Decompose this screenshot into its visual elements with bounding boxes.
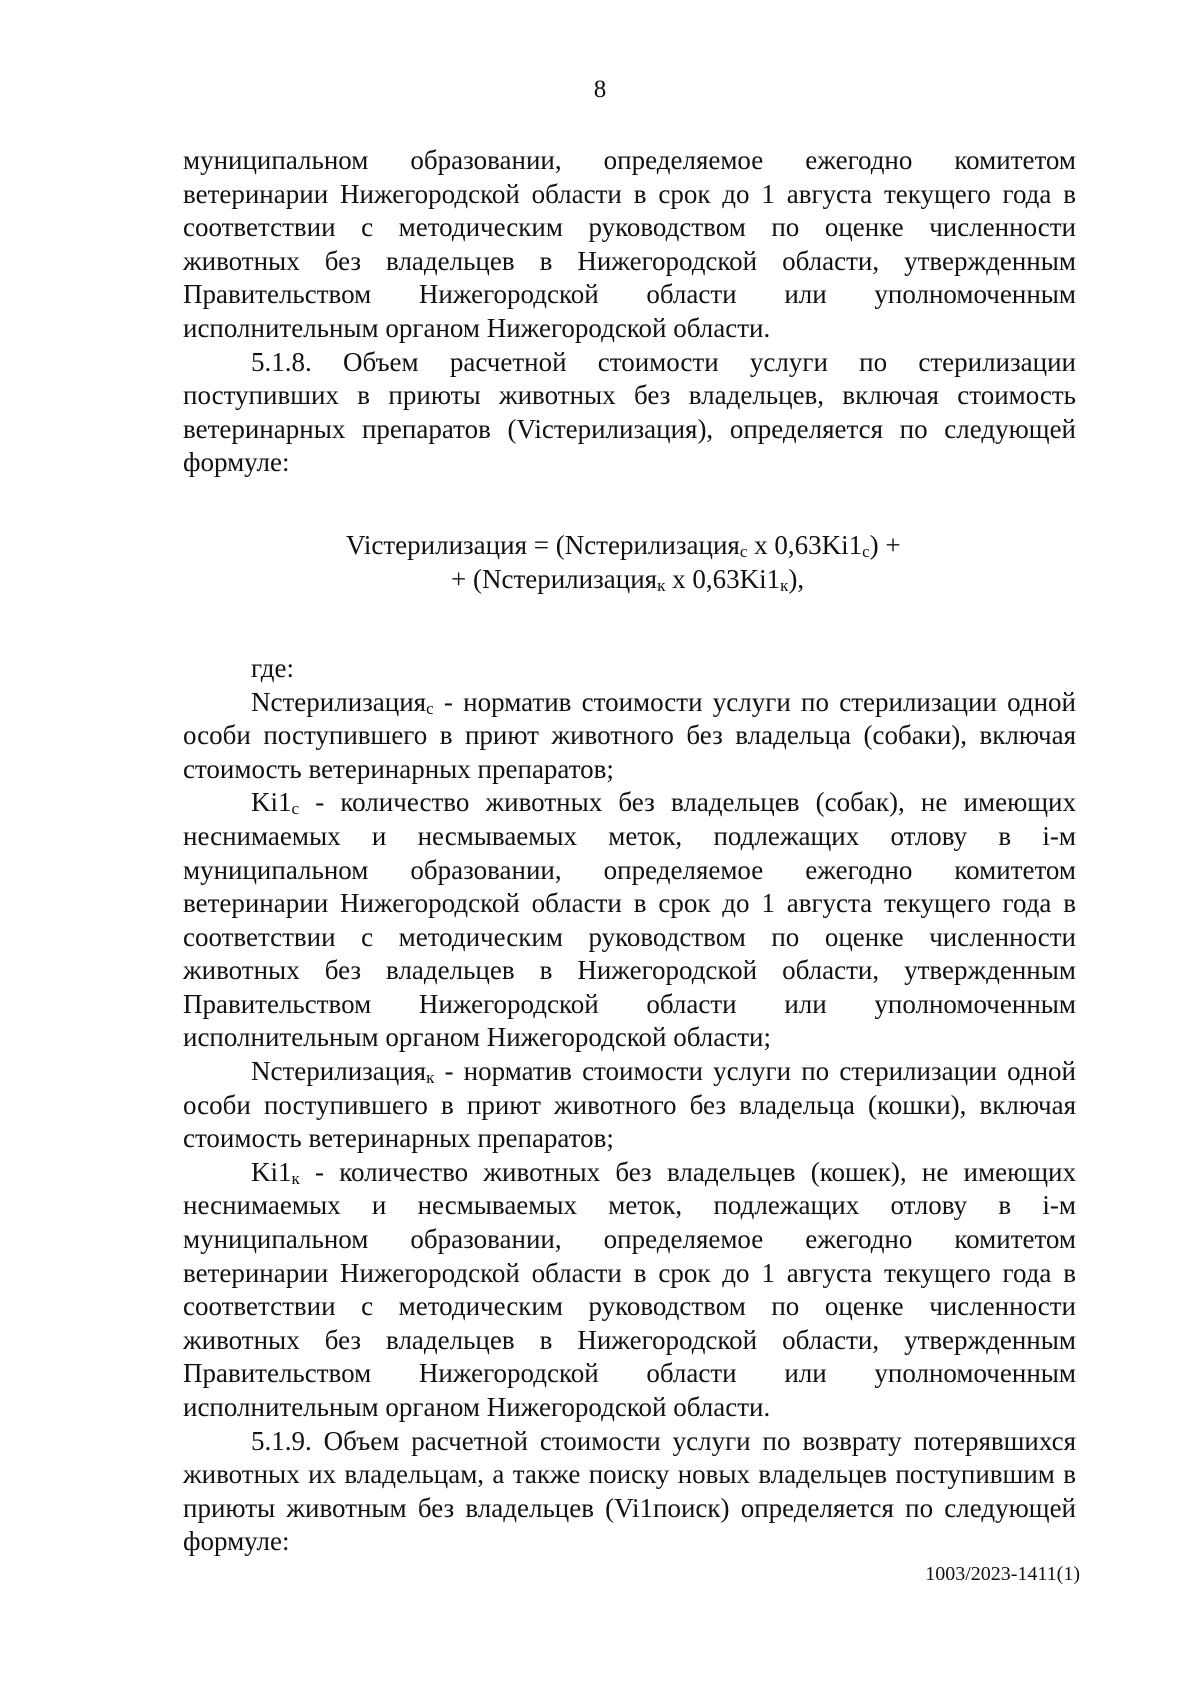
definition-n-sterilization-cats: Nстерилизация$_к$ - норматив стоимости услуги по стерилизации одной особи поступившего в приют животного без владельца (кошки), включая стоимость ветеринарных препаратов; [183,1056,1076,1154]
definition-ki1-cats: $Ki1_к$ - количество животных без владельцев (кошек), не имеющих неснимаемых и несмываемых меток, подлежащих отлову в i-м муниципальном образовании, определяемое ежегодно комитетом ветеринарии Нижегородской области в срок до 1 августа текущего года в соответствии с методическим руководством по оценке численности животных без владельцев в Нижегородской области, утвержденным Правительством Нижегородской области или уполномоченным исполнительным органом Нижегородской области. [183,1156,1076,1422]
page-number: 8 [593,76,607,103]
paragraph-5-1-8: 5.1.8. Объем расчетной стоимости услуги по стерилизации поступивших в приюты животных без владельцев, включая стоимость ветеринарных препаратов (Viстерилизация), определяется по следующей формуле: [183,346,1076,478]
definition-ki1-dogs: $Ki1_с$ - количество животных без владельцев (собак), не имеющих неснимаемых и несмываемых меток, подлежащих отлову в i-м муниципальном образовании, определяемое ежегодно комитетом ветеринарии Нижегородской области в срок до 1 августа текущего года в соответствии с методическим руководством по оценке численности животных без владельцев в Нижегородской области, утвержденным Правительством Нижегородской области или уполномоченным исполнительным органом Нижегородской области; [183,787,1076,1053]
definition-n-sterilization-dogs: Nстерилизация$_с$ - норматив стоимости услуги по стерилизации одной особи поступившего в приют животного без владельца (собаки), включая стоимость ветеринарных препаратов; [183,686,1076,784]
paragraph-continuation: муниципальном образовании, определяемое ежегодно комитетом ветеринарии Нижегородской области в срок до 1 августа текущего года в соответствии с методическим руководством по оценке численности животных без владельцев в Нижегородской области, утвержденным Правительством Нижегородской области или уполномоченным исполнительным органом Нижегородской области. [183,145,1076,343]
paragraph-5-1-9: 5.1.9. Объем расчетной стоимости услуги по возврату потерявшихся животных их владельцам, а также поиску новых владельцев поступившим в приюты животным без владельцев (Vi1поиск) определяется по следующей формуле: [183,1425,1076,1557]
document-body [183,144,1076,1559]
where-label: где: [251,652,294,683]
sterilization-formula [183,528,1076,596]
formula-line-2: + (Nстерилизация$_к$ x $0,63Ki1_к$), [451,563,805,595]
formula-line-1: Viстерилизация = (Nстерилизация$_с$ x $0,63Ki1_с$) + [346,529,901,561]
document-code: 1003/2023-1411(1) [925,1563,1080,1585]
